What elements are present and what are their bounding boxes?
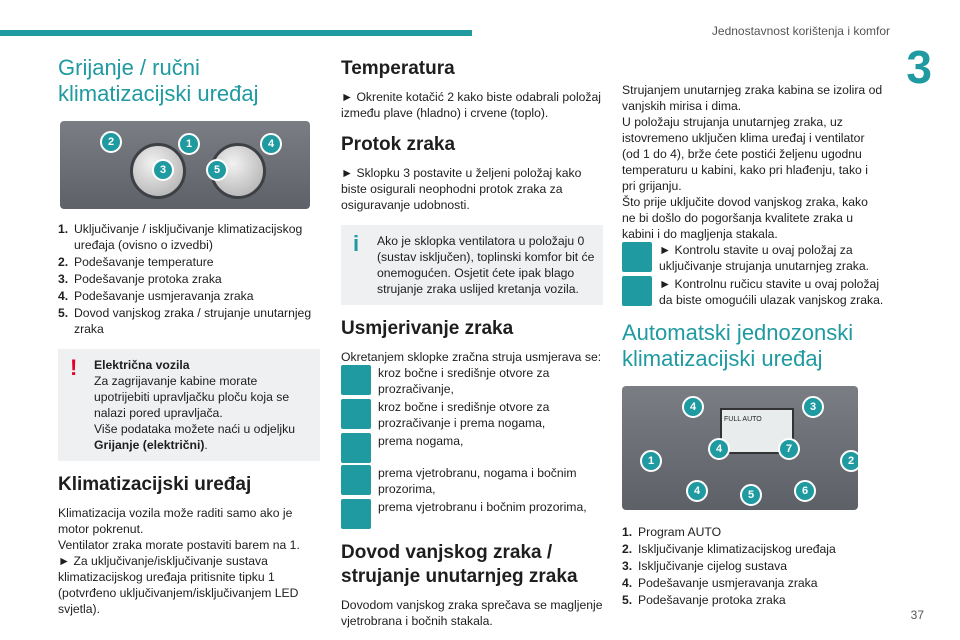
column-3: Strujanjem unutarnjeg zraka kabina se izolira od vanjskih mirisa i dima. U položaju strujanja unutarnjeg zraka, uz istovremeno uključen klima uređaj i ventilator (od 1 do 4), brže ćete postići željenu ugodnu temperaturu u kabini, kako pri hlađenju, tako i pri grijanju. Što prije uključite dovod vanjskog zraka, kako ne bi došlo do pogoršanja kvalitete zraka u kabini i do magljenja stakala. ► Kontrolu stavite u ovaj položaj za uključivanje strujanja unutarnjeg zraka. ► Kontrolnu ručicu stavite u ovaj položaj da biste omogućili ulazak vanjskog zraka. Automatski jednozonski klimatizacijski uređaj FULL AUTO 4 3 4 7 1 2 4 5 6 1. Program AUTO 2. Isključivanje klimatizacijskog uređaja 3. Isključivanje cijelog sustava 4. Podešavanje usmjeravanja zraka 5. Podešavanje protoka zraka <box>622 83 884 607</box>
recirculation-icon <box>622 242 652 272</box>
list-item: 1. Uključivanje / isključivanje klimatizacijskog uređaja (ovisno o izvedbi) <box>58 222 303 252</box>
callout-5: 5 <box>206 159 228 181</box>
controls-list <box>58 221 320 337</box>
section-heading-temperature: Temperatura <box>341 58 455 79</box>
callout-1: 1 <box>640 450 662 472</box>
callout-4: 4 <box>682 396 704 418</box>
callout-4: 4 <box>260 133 282 155</box>
vent-windscreen-icon <box>341 499 371 529</box>
vent-windscreen-feet-icon <box>341 465 371 495</box>
column-1: Grijanje / ručni klimatizacijski uređaj 2 1 3 4 5 1. Uključivanje / isključivanje klimatizacijskog uređaja (ovisno o izvedbi) 2. Podešavanje temperature 3. Podešavanje protoka zraka 4. Podešavanje usmjeravanja zraka 5. Dovod vanjskog zraka / strujanje unutarnjeg zraka ! Električna vozila Za zagrijavanje kabine morate upotrijebiti upravljačku ploču koja se nalazi pored upravljača. Više podataka možete naći u odjeljku Grijanje (električni). Klimatizacijski uređaj Klimatizacija vozila može raditi samo ako je motor pokrenut. Ventilator zraka morate postaviti barem na 1. ► Za uključivanje/isključivanje sustava klimatizacijskog uređaja pritisnite tipku 1 (potvrđeno uključivanjem/isključivanjem LED svjetla). <box>58 55 320 617</box>
callout-1: 1 <box>178 133 200 155</box>
auto-controls-list <box>622 524 884 608</box>
info-icon: i <box>353 231 360 256</box>
direction-item: kroz bočne i središnje otvore za prozračivanje, <box>341 365 603 397</box>
vent-face-icon <box>341 365 371 395</box>
column-2: Temperatura ► Okrenite kotačić 2 kako biste odabrali položaj između plave (hladno) i crvene (toplo). Protok zraka ► Sklopku 3 postavite u željeni položaj kako biste osigurali neophodni protok zraka za osiguravanje udobnosti. i Ako je sklopka ventilatora u položaju 0 (sustav isključen), toplinski komfor bit će onemogućen. Osjetit ćete ipak blago strujanje zraka uslijed kretanja vozila. Usmjerivanje zraka Okretanjem sklopke zračna struja usmjerava se: kroz bočne i središnje otvore za prozračivanje, kroz bočne i središnje otvore za prozračivanje i prema nogama, prema nogama, prema vjetrobranu, nogama i bočnim prozorima, prema vjetrobranu i bočnim prozorima, Dovod vanjskog zraka / strujanje unutarnjeg zraka Dovodom vanjskog zraka sprečava se magljenje vjetrobrana i bočnih stakala. <box>341 58 603 628</box>
fresh-air-item: ► Kontrolnu ručicu stavite u ovaj položaj da biste omogućili ulazak vanjskog zraka. <box>622 276 884 308</box>
list-item: 5. Dovod vanjskog zraka / strujanje unutarnjeg zraka <box>58 306 312 336</box>
info-note: i Ako je sklopka ventilatora u položaju 0 (sustav isključen), toplinski komfor bit će onemogućen. Osjetit ćete ipak blago strujanje zraka uslijed kretanja vozila. <box>341 225 603 305</box>
list-item: 4. Podešavanje usmjeravanja zraka <box>58 289 254 303</box>
reference-link[interactable]: Grijanje (električni) <box>94 438 205 452</box>
callout-2: 2 <box>100 131 122 153</box>
callout-5: 5 <box>740 484 762 506</box>
warning-icon: ! <box>70 355 78 380</box>
list-item: 2. Podešavanje temperature <box>58 255 214 269</box>
callout-3: 3 <box>802 396 824 418</box>
list-item: 5. Podešavanje protoka zraka <box>622 593 786 607</box>
ac-display: FULL AUTO <box>720 408 794 454</box>
manual-ac-panel-photo <box>60 121 310 209</box>
chapter-number: 3 <box>906 41 932 93</box>
section-heading-direction: Usmjerivanje zraka <box>341 318 514 339</box>
direction-item: kroz bočne i središnje otvore za prozračivanje i prema nogama, <box>341 399 603 431</box>
list-item: 3. Isključivanje cijelog sustava <box>622 559 788 573</box>
running-header: Jednostavnost korištenja i komfor <box>711 24 890 38</box>
page-number: 37 <box>910 608 924 622</box>
callout-7: 7 <box>778 438 800 460</box>
callout-4: 4 <box>708 438 730 460</box>
list-item: 1. Program AUTO <box>622 525 722 539</box>
recirculation-item: ► Kontrolu stavite u ovaj položaj za uključivanje strujanja unutarnjeg zraka. <box>622 242 884 274</box>
list-item: 4. Podešavanje usmjeravanja zraka <box>622 576 818 590</box>
warning-note: ! Električna vozila Za zagrijavanje kabine morate upotrijebiti upravljačku ploču koja se nalazi pored upravljača. Više podataka možete naći u odjeljku Grijanje (električni). <box>58 349 320 461</box>
section-heading-intake: Dovod vanjskog zraka / strujanje unutarnjeg zraka <box>341 542 578 587</box>
vent-feet-icon <box>341 433 371 463</box>
auto-ac-panel-photo <box>622 386 858 510</box>
section-heading-ac: Klimatizacijski uređaj <box>58 474 252 495</box>
section-heading-airflow: Protok zraka <box>341 134 456 155</box>
direction-item: prema vjetrobranu, nogama i bočnim prozorima, <box>341 465 603 497</box>
section-heading-auto-ac: Automatski jednozonski klimatizacijski uređaj <box>622 320 854 371</box>
fresh-air-icon <box>622 276 652 306</box>
direction-item: prema nogama, <box>341 433 603 463</box>
top-accent-bar <box>0 30 472 36</box>
callout-4: 4 <box>686 480 708 502</box>
callout-2: 2 <box>840 450 858 472</box>
callout-3: 3 <box>152 159 174 181</box>
direction-item: prema vjetrobranu i bočnim prozorima, <box>341 499 603 529</box>
vent-face-feet-icon <box>341 399 371 429</box>
list-item: 3. Podešavanje protoka zraka <box>58 272 222 286</box>
list-item: 2. Isključivanje klimatizacijskog uređaja <box>622 542 836 556</box>
section-heading-heating: Grijanje / ručni klimatizacijski uređaj <box>58 55 259 106</box>
callout-6: 6 <box>794 480 816 502</box>
